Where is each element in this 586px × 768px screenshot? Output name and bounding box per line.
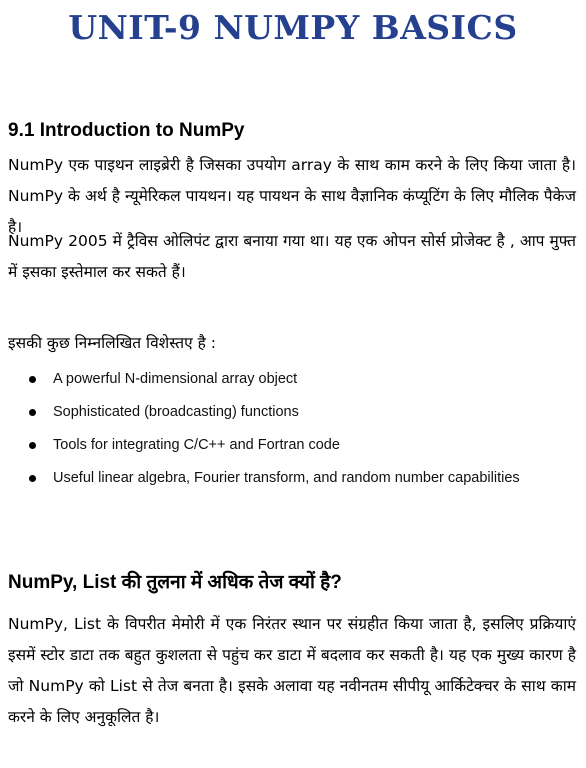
list-item-text: Tools for integrating C/C++ and Fortran code: [53, 437, 340, 453]
bullet-icon: [29, 475, 36, 482]
intro-paragraph-1: NumPy एक पाइथन लाइब्रेरी है जिसका उपयोग array के साथ काम करने के लिए किया जाता है। NumPy के अर्थ है न्यूमेरिकल पायथन। यह पायथन के साथ वैज्ञानिक कंप्यूटिंग के लिए मौलिक पैकेज है।: [8, 156, 576, 236]
list-item: [0, 434, 523, 457]
intro-paragraph-2: NumPy 2005 में ट्रैविस ओलिपंट द्वारा बनाया गया था। यह एक ओपन सोर्स प्रोजेक्ट है , आप मुफ्त में इसका इस्तेमाल कर सकते हैं।: [8, 232, 576, 281]
section-heading-why-faster: NumPy, List की तुलना में अधिक तेज क्यों है?: [8, 572, 342, 593]
section-heading-introduction: 9.1 Introduction to NumPy: [8, 120, 245, 141]
list-item-text: Sophisticated (broadcasting) functions: [53, 404, 299, 420]
page-title: UNIT-9 NUMPY BASICS: [68, 8, 518, 47]
list-item-text: Useful linear algebra, Fourier transform, and random number capabilities: [53, 470, 520, 486]
list-item-text: A powerful N-dimensional array object: [53, 371, 298, 387]
why-faster-paragraph: NumPy, List के विपरीत मेमोरी में एक निरंतर स्थान पर संग्रहीत किया जाता है, इसलिए प्रक्रियाएं इसमें स्टोर डाटा तक बहुत कुशलता से पहुंच कर डाटा में बदलाव कर सकती है। यह एक मुख्य कारण है जो NumPy को List से तेज बनता है। इसके अलावा यह नवीनतम सीपीयू आर्किटेक्चर के साथ काम करने के लिए अनुकूलित है।: [8, 615, 576, 726]
list-item: [0, 467, 523, 490]
features-list: [0, 368, 586, 500]
list-item: [0, 401, 523, 424]
bullet-icon: [29, 442, 36, 449]
list-item: [0, 368, 523, 391]
bullet-icon: [29, 409, 36, 416]
bullet-icon: [29, 376, 36, 383]
features-intro: इसकी कुछ निम्नलिखित विशेस्तए है :: [8, 334, 216, 352]
